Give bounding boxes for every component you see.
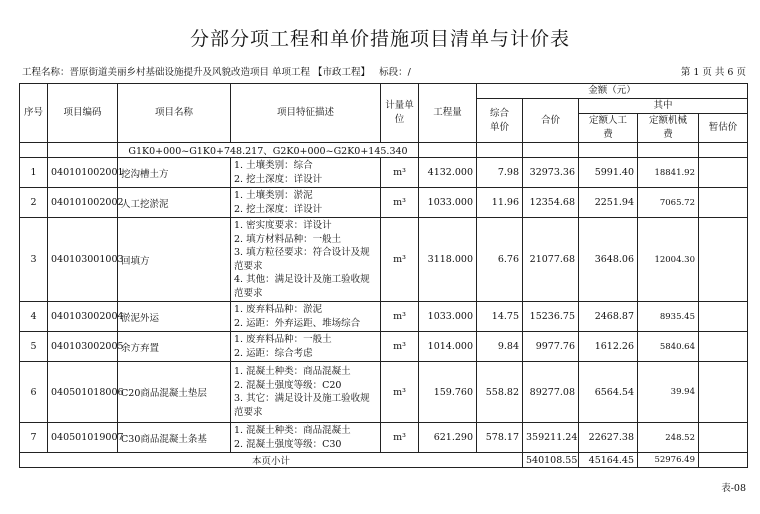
row-provisional xyxy=(699,218,748,302)
row-unit: m³ xyxy=(381,158,419,188)
row-unit: m³ xyxy=(381,218,419,302)
row-desc xyxy=(231,158,381,188)
row-code: 040101002002 xyxy=(48,188,118,218)
desc-line: 3. 填方粒径要求：符合设计及规范要求 xyxy=(234,247,370,272)
row-seq: 6 xyxy=(20,362,48,423)
row-desc xyxy=(231,218,381,302)
row-name: C20商品混凝土垫层 xyxy=(118,362,231,423)
subtotal-machine: 52976.49 xyxy=(638,453,699,468)
header-desc: 项目特征描述 xyxy=(231,84,381,143)
desc-line: 3. 其它：满足设计及施工验收规范要求 xyxy=(234,393,370,418)
row-qty: 3118.000 xyxy=(419,218,477,302)
table-row xyxy=(20,302,748,332)
header-labor: 定额人工费 xyxy=(579,114,638,143)
header-unit: 计量单位 xyxy=(381,84,419,143)
desc-line: 2. 混凝土强度等级：C20 xyxy=(234,379,342,391)
row-name: C30商品混凝土条基 xyxy=(118,423,231,453)
row-desc xyxy=(231,423,381,453)
desc-line: 4. 其他：满足设计及施工验收规范要求 xyxy=(234,274,370,299)
row-code: 040103002004 xyxy=(48,302,118,332)
row-unit-price: 7.98 xyxy=(477,158,523,188)
table-row xyxy=(20,218,748,302)
desc-line: 1. 混凝土种类：商品混凝土 xyxy=(234,425,351,436)
header-name: 项目名称 xyxy=(118,84,231,143)
row-machine: 7065.72 xyxy=(638,188,699,218)
table-row xyxy=(20,362,748,423)
row-desc xyxy=(231,302,381,332)
row-name: 淤泥外运 xyxy=(118,302,231,332)
project-info xyxy=(22,64,746,78)
row-total: 89277.08 xyxy=(523,362,579,423)
row-code: 040501018006 xyxy=(48,362,118,423)
table-row xyxy=(20,158,748,188)
subtotal-label: 本页小计 xyxy=(20,453,523,468)
row-code: 040103001003 xyxy=(48,218,118,302)
desc-line: 1. 密实度要求：详设计 xyxy=(234,220,332,231)
row-total: 32973.36 xyxy=(523,158,579,188)
row-unit-price: 558.82 xyxy=(477,362,523,423)
page-indicator: 第 1 页 共 6 页 xyxy=(680,67,746,78)
section-label: 标段：/ xyxy=(379,67,411,78)
subtotal-total: 540108.55 xyxy=(523,453,579,468)
header-provisional: 暂估价 xyxy=(699,114,748,143)
row-desc xyxy=(231,362,381,423)
row-provisional xyxy=(699,362,748,423)
row-labor: 22627.38 xyxy=(579,423,638,453)
row-provisional xyxy=(699,302,748,332)
desc-line: 2. 挖土深度：详设计 xyxy=(234,173,323,185)
row-qty: 1033.000 xyxy=(419,188,477,218)
table-row xyxy=(20,332,748,362)
row-desc xyxy=(231,188,381,218)
row-code: 040103002005 xyxy=(48,332,118,362)
desc-line: 2. 混凝土强度等级：C30 xyxy=(234,438,342,450)
header-of-which: 其中 xyxy=(579,99,748,114)
row-provisional xyxy=(699,158,748,188)
header-machine: 定额机械费 xyxy=(638,114,699,143)
row-name: 余方弃置 xyxy=(118,332,231,362)
table-row xyxy=(20,188,748,218)
header-qty: 工程量 xyxy=(419,84,477,143)
header-amount: 金额（元） xyxy=(477,84,748,99)
subtotal-labor: 45164.45 xyxy=(579,453,638,468)
project-name: 晋原街道美丽乡村基础设施提升及风貌改造项目 单项工程 【市政工程】 xyxy=(69,67,371,78)
row-machine: 12004.30 xyxy=(638,218,699,302)
row-unit-price: 578.17 xyxy=(477,423,523,453)
desc-line: 1. 混凝土种类：商品混凝土 xyxy=(234,366,351,377)
row-total: 15236.75 xyxy=(523,302,579,332)
row-seq: 4 xyxy=(20,302,48,332)
header-code: 项目编码 xyxy=(48,84,118,143)
row-unit: m³ xyxy=(381,332,419,362)
row-qty: 1014.000 xyxy=(419,332,477,362)
row-qty: 4132.000 xyxy=(419,158,477,188)
header-total: 合价 xyxy=(523,99,579,143)
row-seq: 2 xyxy=(20,188,48,218)
header-seq: 序号 xyxy=(20,84,48,143)
desc-line: 2. 运距：综合考虑 xyxy=(234,347,313,359)
desc-line: 1. 土壤类别：淤泥 xyxy=(234,190,313,201)
table-row xyxy=(20,423,748,453)
row-provisional xyxy=(699,423,748,453)
pricing-table xyxy=(19,83,748,468)
row-unit-price: 11.96 xyxy=(477,188,523,218)
row-name: 挖沟槽土方 xyxy=(118,158,231,188)
row-machine: 248.52 xyxy=(638,423,699,453)
row-machine: 5840.64 xyxy=(638,332,699,362)
row-provisional xyxy=(699,188,748,218)
row-unit: m³ xyxy=(381,188,419,218)
row-labor: 1612.26 xyxy=(579,332,638,362)
row-qty: 1033.000 xyxy=(419,302,477,332)
desc-line: 2. 挖土深度：详设计 xyxy=(234,203,323,215)
row-unit-price: 14.75 xyxy=(477,302,523,332)
row-provisional xyxy=(699,332,748,362)
desc-line: 1. 废弃料品种：一般土 xyxy=(234,334,332,345)
row-qty: 621.290 xyxy=(419,423,477,453)
row-machine: 18841.92 xyxy=(638,158,699,188)
row-machine: 39.94 xyxy=(638,362,699,423)
row-unit: m³ xyxy=(381,423,419,453)
row-seq: 5 xyxy=(20,332,48,362)
row-labor: 3648.06 xyxy=(579,218,638,302)
row-unit-price: 9.84 xyxy=(477,332,523,362)
desc-line: 1. 废弃料品种：淤泥 xyxy=(234,304,323,315)
row-total: 359211.24 xyxy=(523,423,579,453)
row-total: 9977.76 xyxy=(523,332,579,362)
page-title: 分部分项工程和单价措施项目清单与计价表 xyxy=(189,28,570,50)
row-seq: 1 xyxy=(20,158,48,188)
row-total: 12354.68 xyxy=(523,188,579,218)
row-unit-price: 6.76 xyxy=(477,218,523,302)
row-code: 040101002001 xyxy=(48,158,118,188)
row-qty: 159.760 xyxy=(419,362,477,423)
project-label: 工程名称： xyxy=(22,67,70,78)
row-code: 040501019007 xyxy=(48,423,118,453)
row-unit: m³ xyxy=(381,302,419,332)
desc-line: 2. 运距：外弃运距、堆场综合 xyxy=(234,317,361,329)
section-row: G1K0+000~G1K0+748.217、G2K0+000~G2K0+145.340 xyxy=(118,143,419,158)
desc-line: 1. 土壤类别：综合 xyxy=(234,160,313,171)
row-unit: m³ xyxy=(381,362,419,423)
row-seq: 3 xyxy=(20,218,48,302)
row-machine: 8935.45 xyxy=(638,302,699,332)
table-number: 表-08 xyxy=(721,483,746,494)
row-labor: 2468.87 xyxy=(579,302,638,332)
row-name: 人工挖淤泥 xyxy=(118,188,231,218)
row-desc xyxy=(231,332,381,362)
desc-line: 2. 填方材料品种：一般土 xyxy=(234,233,342,245)
row-seq: 7 xyxy=(20,423,48,453)
header-unit-price: 综合 单价 xyxy=(477,99,523,143)
row-name: 回填方 xyxy=(118,218,231,302)
row-labor: 2251.94 xyxy=(579,188,638,218)
row-labor: 6564.54 xyxy=(579,362,638,423)
row-labor: 5991.40 xyxy=(579,158,638,188)
row-total: 21077.68 xyxy=(523,218,579,302)
